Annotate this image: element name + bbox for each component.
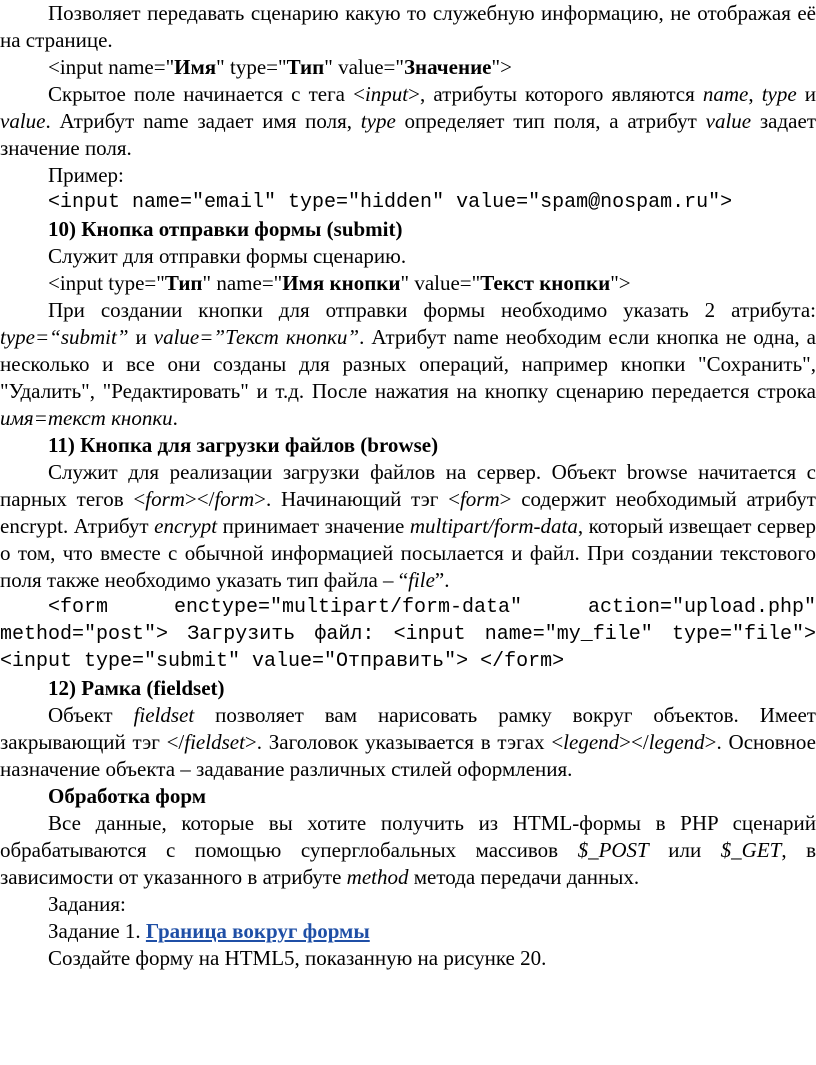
task-1 — [0, 918, 816, 945]
text: При создании кнопки для отправки формы необходимо указать 2 атрибута: — [48, 298, 816, 322]
example-label: Пример: — [48, 163, 124, 187]
text: value=”Текст кнопки” — [153, 325, 360, 349]
code-upload-form: <form enctype="multipart/form-data" action="upload.php" method="post"> Загрузить файл: <input name="my_file" type="file"> <input type="submit" value="Отправить"> </form> — [0, 596, 816, 673]
text: Имя — [174, 55, 217, 79]
text: Значение — [403, 55, 492, 79]
text: принимает значение — [217, 514, 410, 538]
text: >. Основное назначение объекта – задавание различных стилей оформления. — [0, 730, 816, 781]
text: " type=" — [216, 55, 287, 79]
text: Объект — [48, 703, 134, 727]
paragraph-task-1: Создайте форму на HTML5, показанную на рисунке 20. — [48, 946, 547, 970]
text: type=“submit” — [0, 325, 129, 349]
text: legend — [563, 730, 620, 754]
text: , который извещает сервер о том, что вместе с обычной информацией посылается и файл. При создании текстового поля также необходимо указать тип файла – “ — [0, 514, 816, 592]
text: и — [128, 325, 154, 349]
text: определяет тип поля, а атрибут — [395, 109, 706, 133]
hidden-tag-syntax — [0, 54, 816, 81]
text: type — [360, 109, 396, 133]
text: method — [346, 865, 409, 889]
text: Тип — [164, 271, 203, 295]
text: , в зависимости от указанного в атрибуте — [0, 838, 816, 889]
text: fieldset — [133, 703, 195, 727]
text: value — [705, 109, 752, 133]
submit-tag-syntax — [0, 270, 816, 297]
text: form — [214, 487, 255, 511]
task-1-link[interactable]: Граница вокруг формы — [145, 919, 370, 943]
paragraph-fieldset — [0, 702, 816, 783]
text: value — [0, 109, 46, 133]
text: . — [172, 406, 178, 430]
text: " value=" — [400, 271, 481, 295]
text: <input name=" — [48, 55, 175, 79]
text: . Атрибут name необходим если кнопка не одна, а несколько и все они созданы для разных операций, например кнопки "Сохранить", "Удалить", "Редактировать" и т.д. После нажатия на кнопку сценарию передается строка — [0, 325, 816, 403]
text: >. Начинающий тэг < — [254, 487, 460, 511]
text: ></ — [619, 730, 649, 754]
task-1-prefix: Задание 1. — [48, 919, 146, 943]
text: type — [761, 82, 797, 106]
paragraph-submit-details — [0, 297, 816, 432]
text: >, атрибуты которого являются — [408, 82, 703, 106]
heading-fieldset: 12) Рамка (fieldset) — [48, 676, 225, 700]
text: или — [648, 838, 721, 862]
text: input — [364, 82, 409, 106]
text: "> — [610, 271, 631, 295]
heading-submit: 10) Кнопка отправки формы (submit) — [48, 217, 403, 241]
text: Все данные, которые вы хотите получить из HTML-формы в PHP сценарий обрабатываются с помощью суперглобальных массивов — [0, 811, 816, 862]
text: fieldset — [184, 730, 245, 754]
text: "> — [491, 55, 512, 79]
text: name — [702, 82, 749, 106]
paragraph-browse — [0, 459, 816, 594]
paragraph-hidden-intro: Позволяет передавать сценарию какую то служебную информацию, не отображая её на странице. — [0, 1, 816, 52]
text: ”. — [434, 568, 450, 592]
text: и — [796, 82, 816, 106]
text: Текст кнопки — [480, 271, 611, 295]
text: задает значение поля. — [0, 109, 816, 160]
paragraph-hidden-attrs — [0, 81, 816, 162]
text: multipart/form-data — [409, 514, 578, 538]
text: $_GET — [720, 838, 782, 862]
code-hidden-example: <input name="email" type="hidden" value="spam@nospam.ru"> — [48, 191, 733, 214]
text: form — [145, 487, 185, 511]
text: >. Заголовок указывается в тэгах < — [244, 730, 564, 754]
heading-form-processing: Обработка форм — [48, 784, 207, 808]
text: file — [408, 568, 435, 592]
text: Имя кнопки — [282, 271, 401, 295]
tasks-label: Задания: — [48, 892, 126, 916]
text: ></ — [184, 487, 215, 511]
text: Скрытое поле начинается с тега < — [48, 82, 365, 106]
text: Тип — [286, 55, 325, 79]
text: имя=текст кнопки — [0, 406, 173, 430]
text: Служит для реализации загрузки файлов на сервер. Объект browse начитается с парных тегов < — [0, 460, 816, 511]
text: " name=" — [202, 271, 283, 295]
paragraph-form-processing — [0, 810, 816, 891]
text: " value=" — [324, 55, 404, 79]
heading-browse: 11) Кнопка для загрузки файлов (browse) — [48, 433, 439, 457]
text: <input type=" — [48, 271, 165, 295]
text: > содержит необходимый атрибут encrypt. Атрибут — [0, 487, 816, 538]
text: encrypt — [154, 514, 218, 538]
paragraph-submit-intro: Служит для отправки формы сценарию. — [48, 244, 407, 268]
text: $_POST — [577, 838, 649, 862]
text: form — [459, 487, 500, 511]
text: . Атрибут name задает имя поля, — [45, 109, 361, 133]
text: , — [748, 82, 762, 106]
text: позволяет вам нарисовать рамку вокруг объектов. Имеет закрывающий тэг </ — [0, 703, 816, 754]
text: legend — [648, 730, 705, 754]
text: метода передачи данных. — [408, 865, 640, 889]
